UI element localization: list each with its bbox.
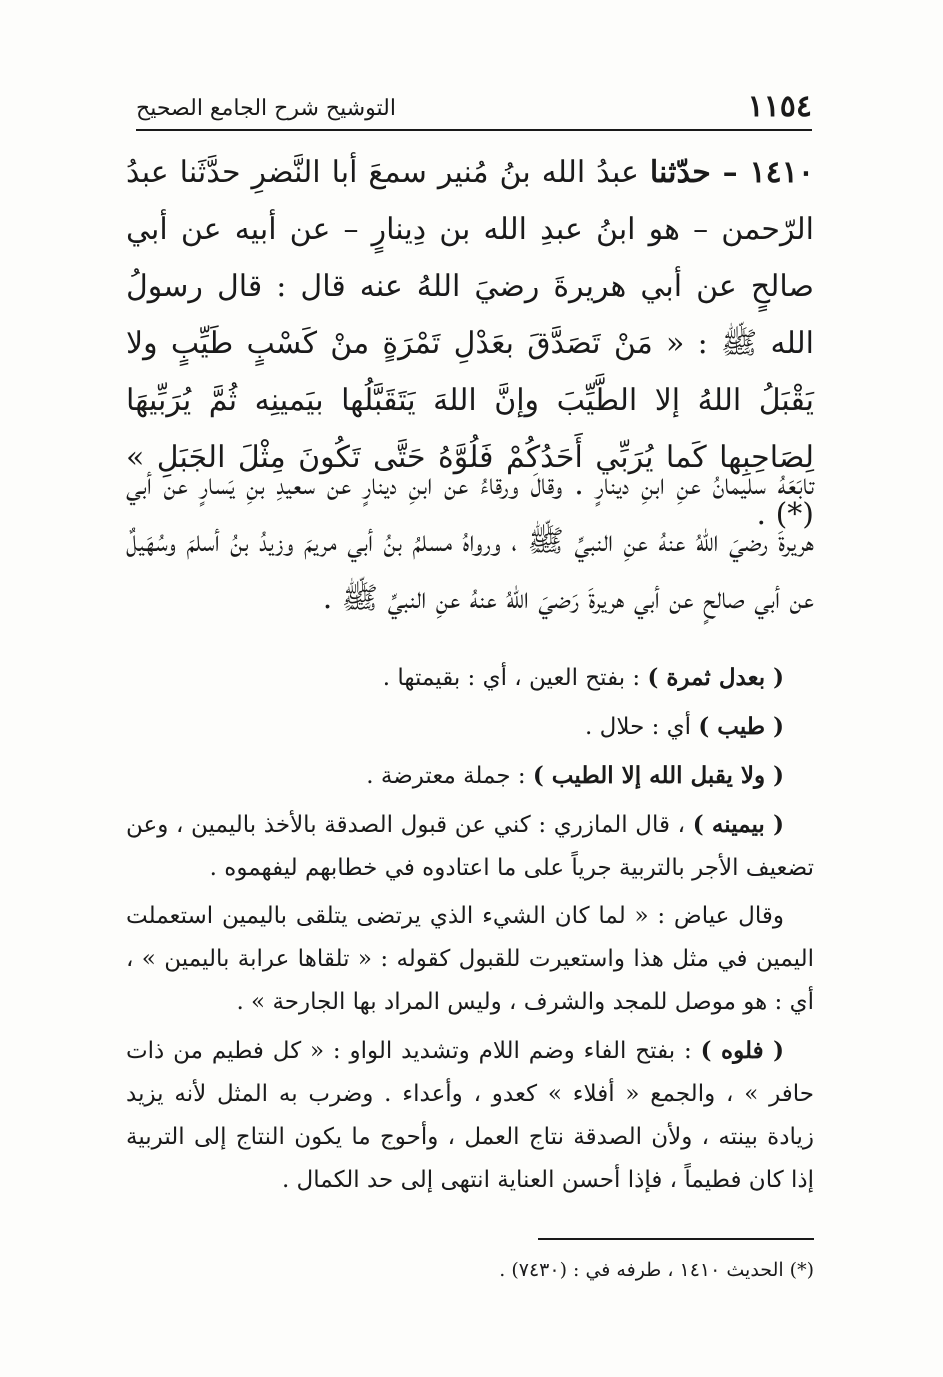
mutaba-paragraph: تابَعَهُ سليمانُ عنِ ابنِ دينارٍ . وقالَ ورقاءُ عن ابنِ دينارٍ عن سعيدِ بنِ يَسارٍ عن أبي هريرةَ رضيَ اللهُ عنهُ عنِ النبيِّ ﷺ ، ورواهُ مسلمُ بنُ أبي مريمَ وزيدُ بنُ أسلمَ وسُهَيلٌ عن أبي صالحٍ عن أبي هريرةَ رَضيَ اللهُ عنهُ عنِ النبيِّ ﷺ . [126, 467, 814, 616]
footnote: (*) الحديث ١٤١٠ ، طرفه في : (٧٤٣٠) . [499, 1259, 814, 1281]
commentary-item [126, 705, 814, 749]
commentary-item [126, 895, 814, 1024]
commentary-term: ( طيب ) [698, 713, 784, 740]
commentary-item [126, 803, 814, 890]
commentary-text: ، قال المازري : كني عن قبول الصدقة بالأخذ باليمين ، وعن تضعيف الأجر بالتربية جرياً على ما اعتادوه في خطابهم ليفهموه . [126, 812, 814, 881]
commentary-term: ( فلوه ) [700, 1037, 784, 1064]
commentary-term: ( ولا يقبل الله إلا الطيب ) [532, 762, 784, 789]
header-divider [136, 129, 812, 131]
commentary-text: : جملة معترضة . [366, 763, 533, 789]
page-header [136, 86, 812, 124]
book-title: التوشيح شرح الجامع الصحيح [136, 96, 396, 121]
commentary-section [126, 656, 814, 1202]
commentary-item [126, 754, 814, 798]
commentary-item [126, 1029, 814, 1202]
commentary-text: : بفتح العين ، أي : بقيمتها . [382, 665, 648, 691]
hadith-number: ١٤١٠ – حدّثنا [649, 155, 814, 190]
footnote-divider [538, 1238, 814, 1240]
commentary-text: : بفتح الفاء وضم اللام وتشديد الواو : « كل فطيم من ذات حافر » ، والجمع « أفلاء » كعدو ، وأعداء . وضرب به المثل لأنه يزيد زيادة بينته ، ولأن الصدقة نتاج العمل ، وأحوج ما يكون النتاج إلى التربية إذا كان فطيماً ، فإذا أحسن العناية انتهى إلى حد الكمال . [126, 1038, 814, 1193]
commentary-text: وقال عياض : « لما كان الشيء الذي يرتضى يتلقى باليمين استعملت اليمين في مثل هذا واستعيرت للقبول كقوله : « تلقاها عرابة باليمين » ، أي : هو موصل للمجد والشرف ، وليس المراد بها الجارحة » . [126, 903, 814, 1015]
hadith-text: عبدُ الله بنُ مُنير سمعَ أبا النَّضرِ حدَّثَنا عبدُ الرّحمن – هو ابنُ عبدِ الله بن دِينارٍ – عن أبيه عن أبي صالحٍ عن أبي هريرةَ رضيَ اللهُ عنه قال : قال رسولُ الله ﷺ : « مَنْ تَصَدَّقَ بعَدْلِ تَمْرَةٍ منْ كَسْبٍ طَيِّبٍ ولا يَقْبَلُ اللهُ إلا الطَّيِّبَ وإنَّ اللهَ يَتَقَبَّلُها بيَمينِه ثُمَّ يُرَبِّيهَا لِصَاحِبِها كَما يُرَبِّي أَحَدُكُمْ فَلُوَّهُ حَتَّى تَكُونَ مِثْلَ الجَبَلِ » (*) . [126, 155, 815, 532]
commentary-term: ( بعدل ثمرة ) [647, 664, 784, 691]
page-number: ١١٥٤ [747, 89, 812, 124]
commentary-item [126, 656, 814, 700]
commentary-term: ( بيمينه ) [692, 811, 785, 838]
commentary-text: أي : حلال . [585, 714, 699, 740]
